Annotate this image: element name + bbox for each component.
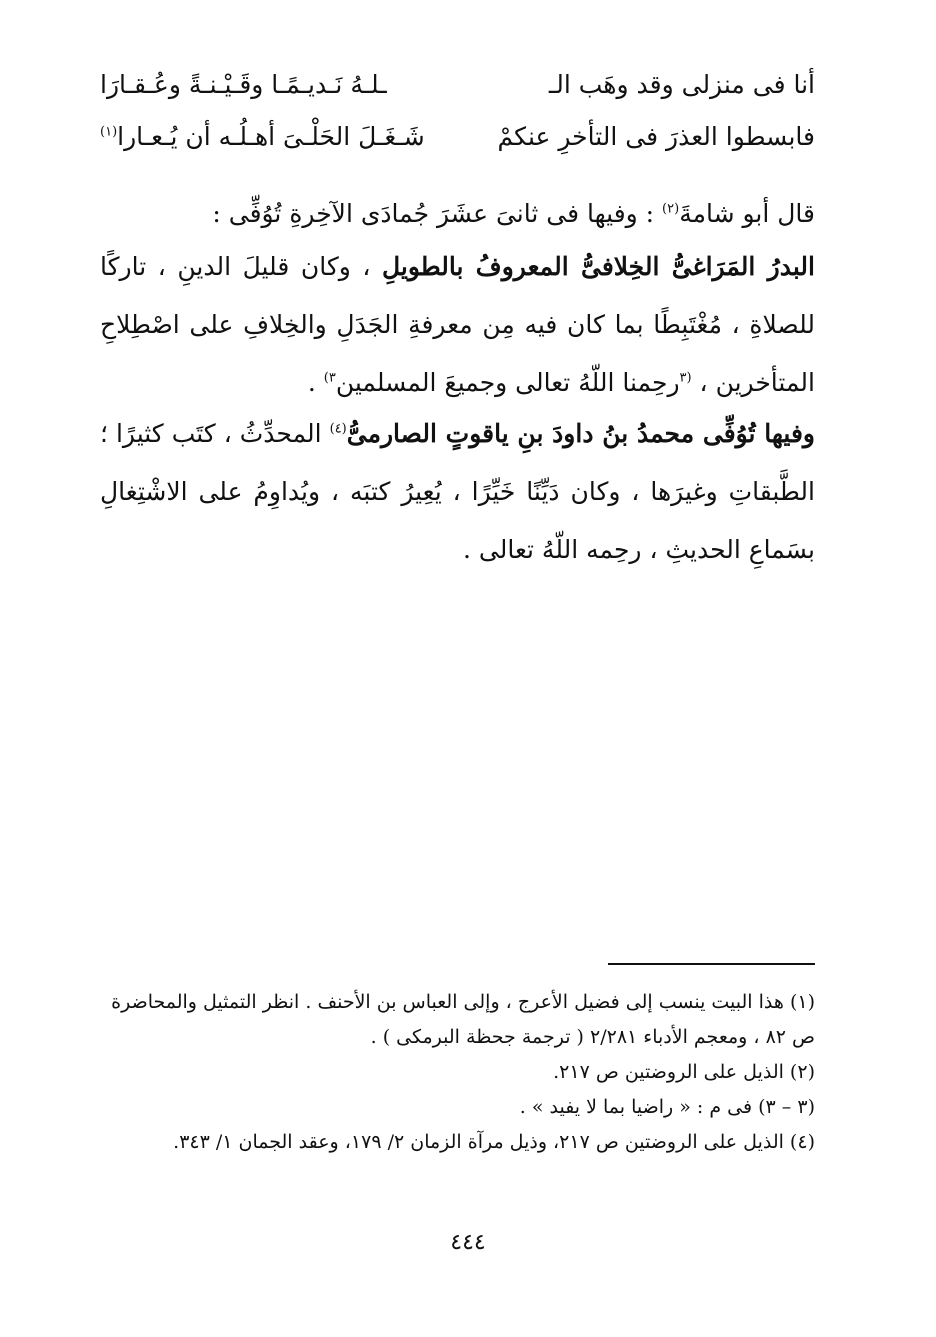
poem-verse-1 bbox=[100, 62, 815, 108]
paragraph-1-text-cont: : وفيها فى ثانىَ عشَرَ جُمادَى الآخِرةِ تُوُفِّى : bbox=[212, 199, 663, 228]
footnote-4: (٤) الذيل على الروضتين ص ٢١٧، وذيل مرآة الزمان ٢/ ١٧٩، وعقد الجمان ١/ ٣٤٣. bbox=[173, 1131, 815, 1153]
page-number: ٤٤٤ bbox=[450, 1230, 486, 1255]
footnote-separator bbox=[608, 963, 815, 965]
poem-verse-2 bbox=[100, 114, 815, 160]
paragraph-al-sarimi bbox=[100, 405, 815, 579]
footnote-ref-3-open: (٣ bbox=[679, 370, 692, 386]
paragraph-2-end: . bbox=[307, 368, 324, 397]
paragraph-1-text: قال أبو شامةَ bbox=[679, 199, 815, 228]
paragraph-2-text-cont: رحِمنا اللّهُ تعالى وجميعَ المسلمين bbox=[335, 368, 680, 397]
footnote-ref-4: (٤) bbox=[329, 421, 347, 437]
footnote-3: (٣ – ٣) فى م : « راضيا بما لا يفيد » . bbox=[519, 1096, 815, 1118]
paragraph-3-text: المحدِّثُ ، كتَب كثيرًا ؛ الطَّبقاتِ وغيرَها ، وكان دَيِّنًا خَيِّرًا ، يُعِيرُ كتبَه ، ويُداوِمُ على الاشْتِغالِ بسَماعِ الحديثِ ، رحِمه اللّهُ تعالى . bbox=[100, 419, 815, 564]
paragraph-2-text: ، وكان قليلَ الدينِ ، تاركًا للصلاةِ ، مُغْتَبِطًا بما كان فيه مِن معرفةِ الجَدَلِ والخِلافِ على اصْطِلاحِ المتأخرين ، bbox=[100, 252, 815, 397]
verse-2-second-hemistich-text: شَـغَـلَ الحَلْـىَ أهـلُـه أن يُـعـارا bbox=[117, 122, 425, 151]
footnote-ref-1: (١) bbox=[100, 124, 118, 140]
footnote-2: (٢) الذيل على الروضتين ص ٢١٧. bbox=[553, 1061, 815, 1083]
paragraph-abu-shama bbox=[100, 185, 815, 243]
paragraph-al-badr bbox=[100, 238, 815, 412]
paragraph-3-name: وفيها تُوُفِّى محمدُ بنُ داودَ بنِ ياقوتٍ الصارمىُّ bbox=[346, 419, 815, 448]
paragraph-2-name: البدرُ المَرَاغىُّ الخِلافىُّ المعروفُ بالطويلِ bbox=[381, 252, 815, 281]
footnote-ref-3-close: ٣) bbox=[323, 370, 336, 386]
verse-1-second-hemistich: ـلـهُ نَـديـمًـا وقَـيْـنـةً وعُـقـارَا bbox=[100, 70, 387, 99]
verse-1-first-hemistich: أنا فى منزلى وقد وهَب الـ bbox=[548, 70, 815, 99]
footnote-1: (١) هذا البيت ينسب إلى فضيل الأعرج ، وإلى العباس بن الأحنف . انظر التمثيل والمحاضرة ص ٨٢ ، ومعجم الأدباء ٢/٢٨١ ( ترجمة جحظة البرمكى ) . bbox=[111, 991, 815, 1048]
verse-2-second-hemistich bbox=[100, 114, 425, 160]
footnote-ref-2: (٢) bbox=[662, 201, 680, 217]
footnotes bbox=[100, 985, 815, 1160]
verse-2-first-hemistich: فابسطوا العذرَ فى التأخرِ عنكمْ bbox=[497, 122, 815, 151]
